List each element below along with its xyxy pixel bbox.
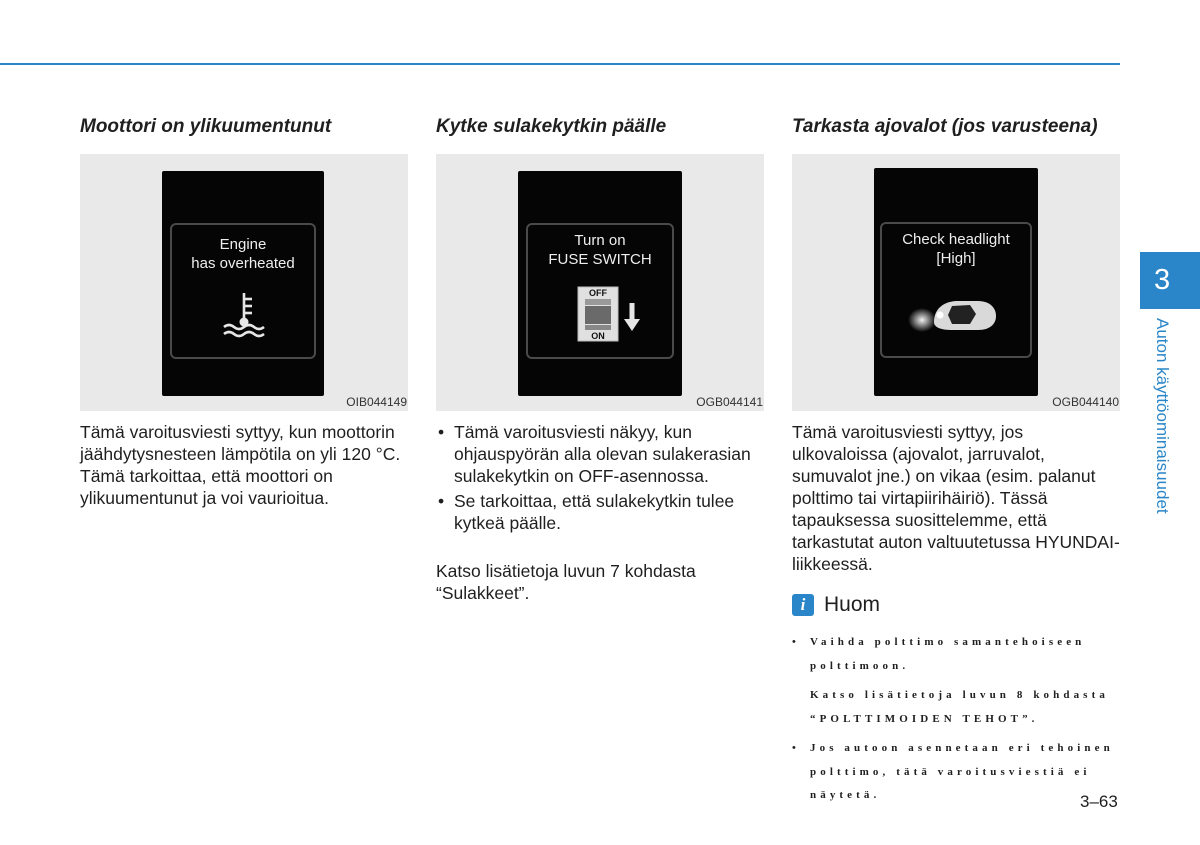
coolant-temperature-icon [221,291,267,339]
display-frame [170,223,316,359]
note-list [792,631,1120,808]
cluster-display [874,168,1038,396]
image-code: OGB044141 [696,395,763,409]
display-message [882,230,1030,268]
note-item: • Vaihda polttimo samantehoiseen polttimoon. [792,631,1120,678]
display-line: Check headlight [902,231,1010,248]
display-line: [High] [936,250,976,267]
section-heading: Tarkasta ajovalot (jos varusteena) [792,116,1098,137]
image-code: OGB044140 [1052,395,1119,409]
list-item: • Se tarkoittaa, että sulakekytkin tulee kytkeä päälle. [436,490,764,534]
cluster-display [518,171,682,396]
page-number: 3–63 [1080,792,1118,811]
figure-engine-overheated [80,154,408,411]
section-fuse-switch [436,112,764,604]
note-item: Katso lisätietoja luvun 8 kohdasta “POLTTIMOIDEN TEHOT”. [810,689,1109,725]
list-item: • Tämä varoitusviesti näkyy, kun ohjauspyörän alla olevan sulakerasian sulakekytkin on OFF-asennossa. [436,421,764,487]
switch-off-label: OFF [589,288,607,298]
display-frame [526,223,674,359]
chapter-title: Auton käyttöominaisuudet [1153,318,1172,514]
figure-fuse-switch [436,154,764,411]
fuse-switch-icon [576,285,646,343]
chapter-tab: 3 [1140,252,1200,309]
section-check-headlight [792,112,1120,814]
car-headlight-icon [906,290,1006,340]
display-line: Engine [219,236,267,253]
section-heading: Kytke sulakekytkin päälle [436,116,667,137]
note-header [792,591,1120,619]
display-frame [880,222,1032,358]
top-rule [0,63,1120,65]
section-engine-overheated [80,112,408,509]
body-text: Tämä varoitusviesti syttyy, jos ulkovaloissa (ajovalot, jarruvalot, sumuvalot jne.) on vikaa (esim. palanut polttimo tai virtapiirihäiriö). Tässä tapauksessa suosittelemme, että tarkastutat auton valtuutetussa HYUNDAI-liikkeessä. [792,422,1120,574]
display-line: FUSE SWITCH [548,251,652,268]
display-message [172,235,314,273]
note-item: • Jos autoon asennetaan eri tehoinen polttimo, tätä varoitusviestiä ei näytetä. [792,737,1120,808]
body-text: Tämä varoitusviesti syttyy, kun moottorin jäähdytysnesteen lämpötila on yli 120 °C. Tämä tarkoittaa, että moottori on ylikuumentunut ja voi vaurioitua. [80,422,401,508]
bullet-list [436,421,764,534]
section-heading: Moottori on ylikuumentunut [80,116,332,137]
note-label: Huom [824,593,881,616]
cluster-display [162,171,324,396]
switch-on-label: ON [591,331,605,341]
display-message [528,231,672,269]
figure-check-headlight [792,154,1120,411]
display-line: Turn on [574,232,626,249]
display-line: has overheated [191,255,295,272]
image-code: OIB044149 [346,395,407,409]
cross-reference: Katso lisätietoja luvun 7 kohdasta “Sulakkeet”. [436,561,696,603]
info-icon: i [792,594,814,616]
